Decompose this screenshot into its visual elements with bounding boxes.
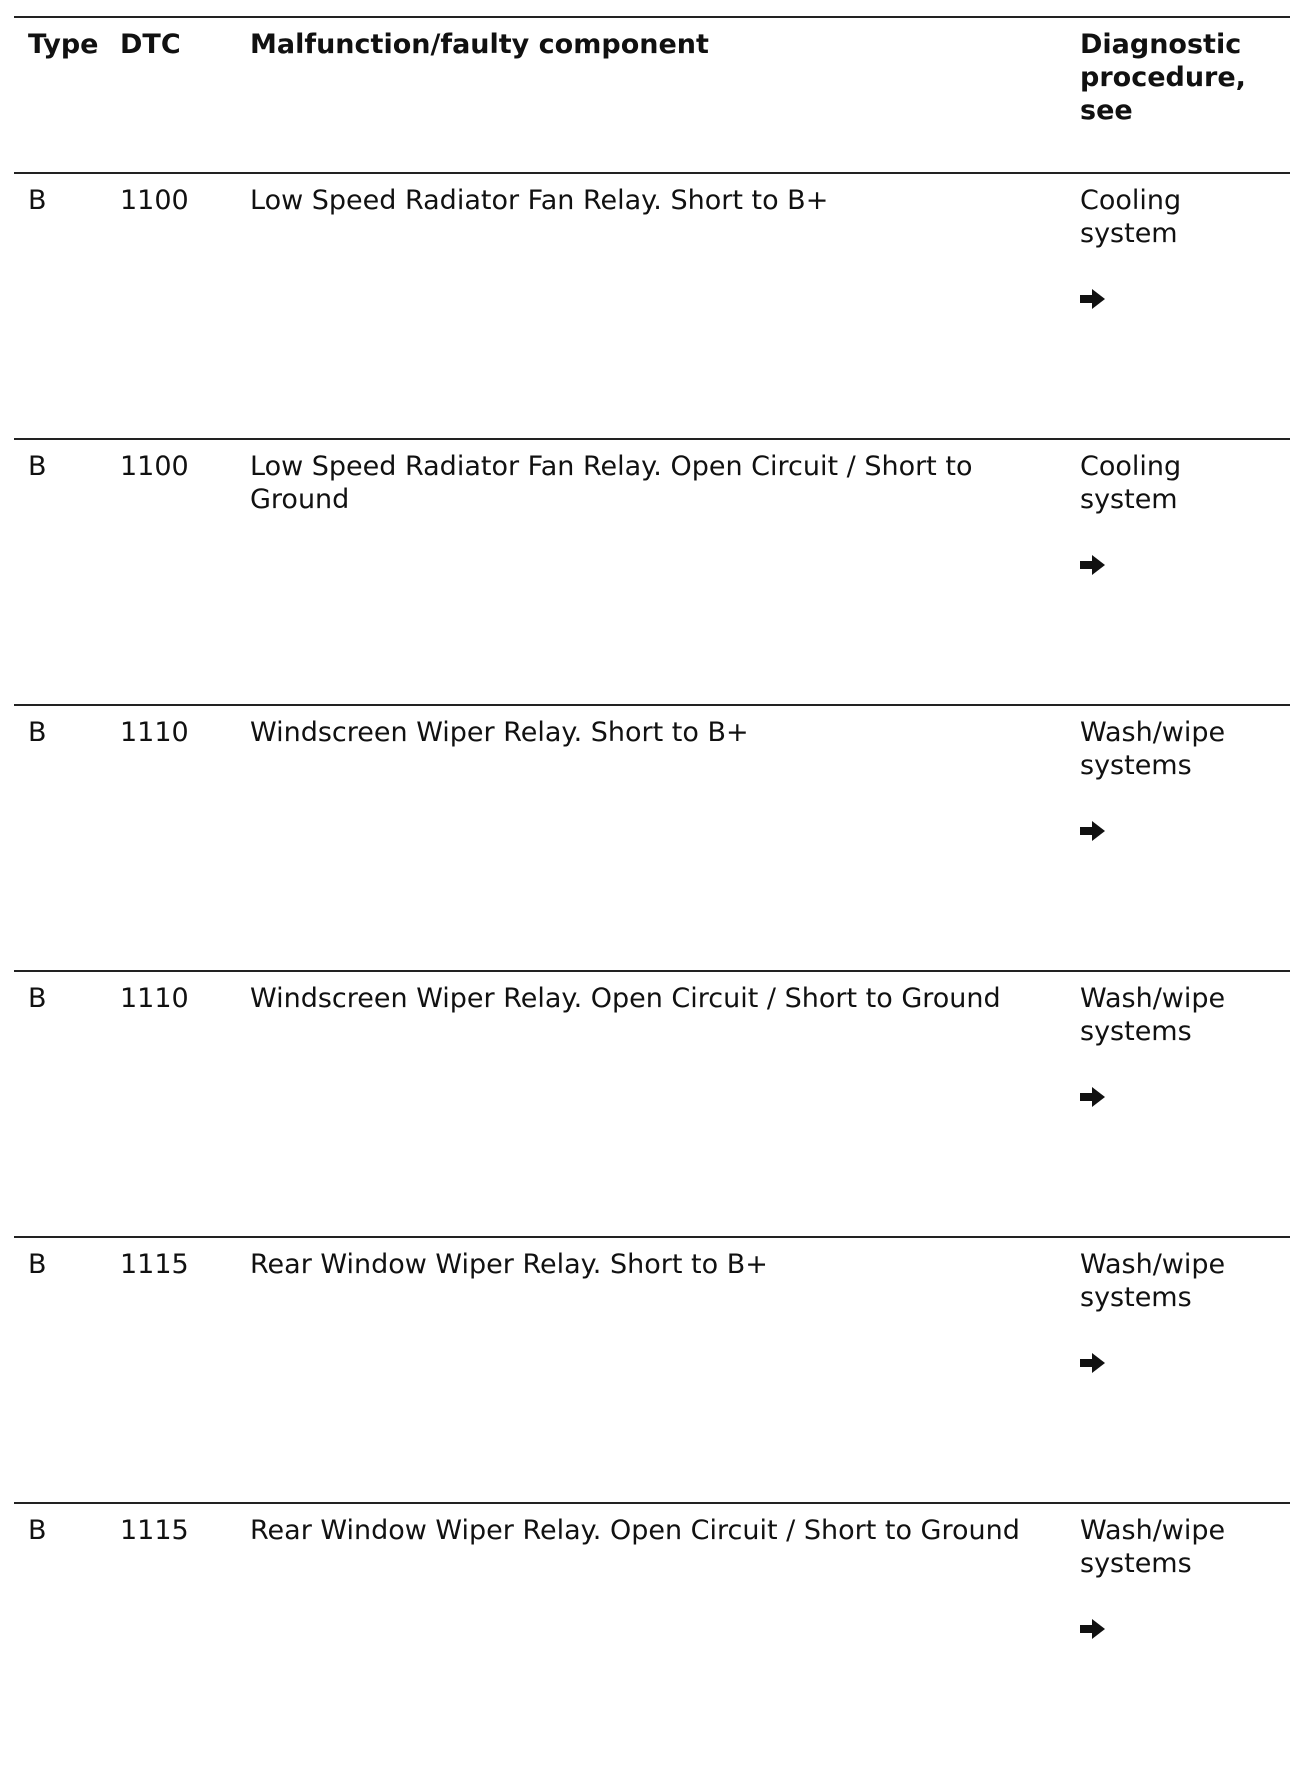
row-divider xyxy=(14,438,1290,440)
cell-dtc: 1110 xyxy=(120,983,189,1014)
cell-description: Low Speed Radiator Fan Relay. Short to B+ xyxy=(250,185,829,216)
arrow-right-icon[interactable] xyxy=(1080,1619,1106,1639)
cell-procedure: Wash/wipe systems xyxy=(1080,1515,1226,1579)
cell-procedure: Wash/wipe systems xyxy=(1080,1249,1226,1313)
header-type: Type xyxy=(28,29,99,60)
cell-description: Rear Window Wiper Relay. Open Circuit / Short to Ground xyxy=(250,1515,1020,1546)
row-divider xyxy=(14,970,1290,972)
cell-type: B xyxy=(28,1515,47,1546)
header-dtc: DTC xyxy=(120,29,181,60)
row-divider xyxy=(14,172,1290,174)
arrow-right-icon[interactable] xyxy=(1080,1087,1106,1107)
table-row xyxy=(0,1248,1312,1514)
cell-type: B xyxy=(28,185,47,216)
table-row xyxy=(0,450,1312,716)
arrow-right-icon[interactable] xyxy=(1080,1353,1106,1373)
arrow-right-icon[interactable] xyxy=(1080,821,1106,841)
cell-procedure: Wash/wipe systems xyxy=(1080,717,1226,781)
cell-dtc: 1115 xyxy=(120,1249,189,1280)
table-row xyxy=(0,184,1312,450)
row-divider xyxy=(14,704,1290,706)
cell-dtc: 1115 xyxy=(120,1515,189,1546)
cell-description: Low Speed Radiator Fan Relay. Open Circuit / Short to Ground xyxy=(250,451,973,515)
row-divider xyxy=(14,1236,1290,1238)
table-top-rule xyxy=(14,16,1290,18)
header-diagnostic: Diagnostic procedure, see xyxy=(1080,29,1246,126)
row-divider xyxy=(14,1502,1290,1504)
cell-type: B xyxy=(28,983,47,1014)
cell-description: Windscreen Wiper Relay. Short to B+ xyxy=(250,717,749,748)
table-row xyxy=(0,982,1312,1248)
table-row xyxy=(0,716,1312,982)
cell-procedure: Cooling system xyxy=(1080,451,1182,515)
cell-procedure: Wash/wipe systems xyxy=(1080,983,1226,1047)
cell-type: B xyxy=(28,717,47,748)
cell-dtc: 1110 xyxy=(120,717,189,748)
cell-description: Windscreen Wiper Relay. Open Circuit / Short to Ground xyxy=(250,983,1001,1014)
cell-dtc: 1100 xyxy=(120,185,189,216)
cell-procedure: Cooling system xyxy=(1080,185,1182,249)
cell-type: B xyxy=(28,451,47,482)
arrow-right-icon[interactable] xyxy=(1080,289,1106,309)
arrow-right-icon[interactable] xyxy=(1080,555,1106,575)
table-row xyxy=(0,1514,1312,1780)
header-malfunction: Malfunction/faulty component xyxy=(250,29,709,60)
cell-type: B xyxy=(28,1249,47,1280)
cell-dtc: 1100 xyxy=(120,451,189,482)
cell-description: Rear Window Wiper Relay. Short to B+ xyxy=(250,1249,768,1280)
